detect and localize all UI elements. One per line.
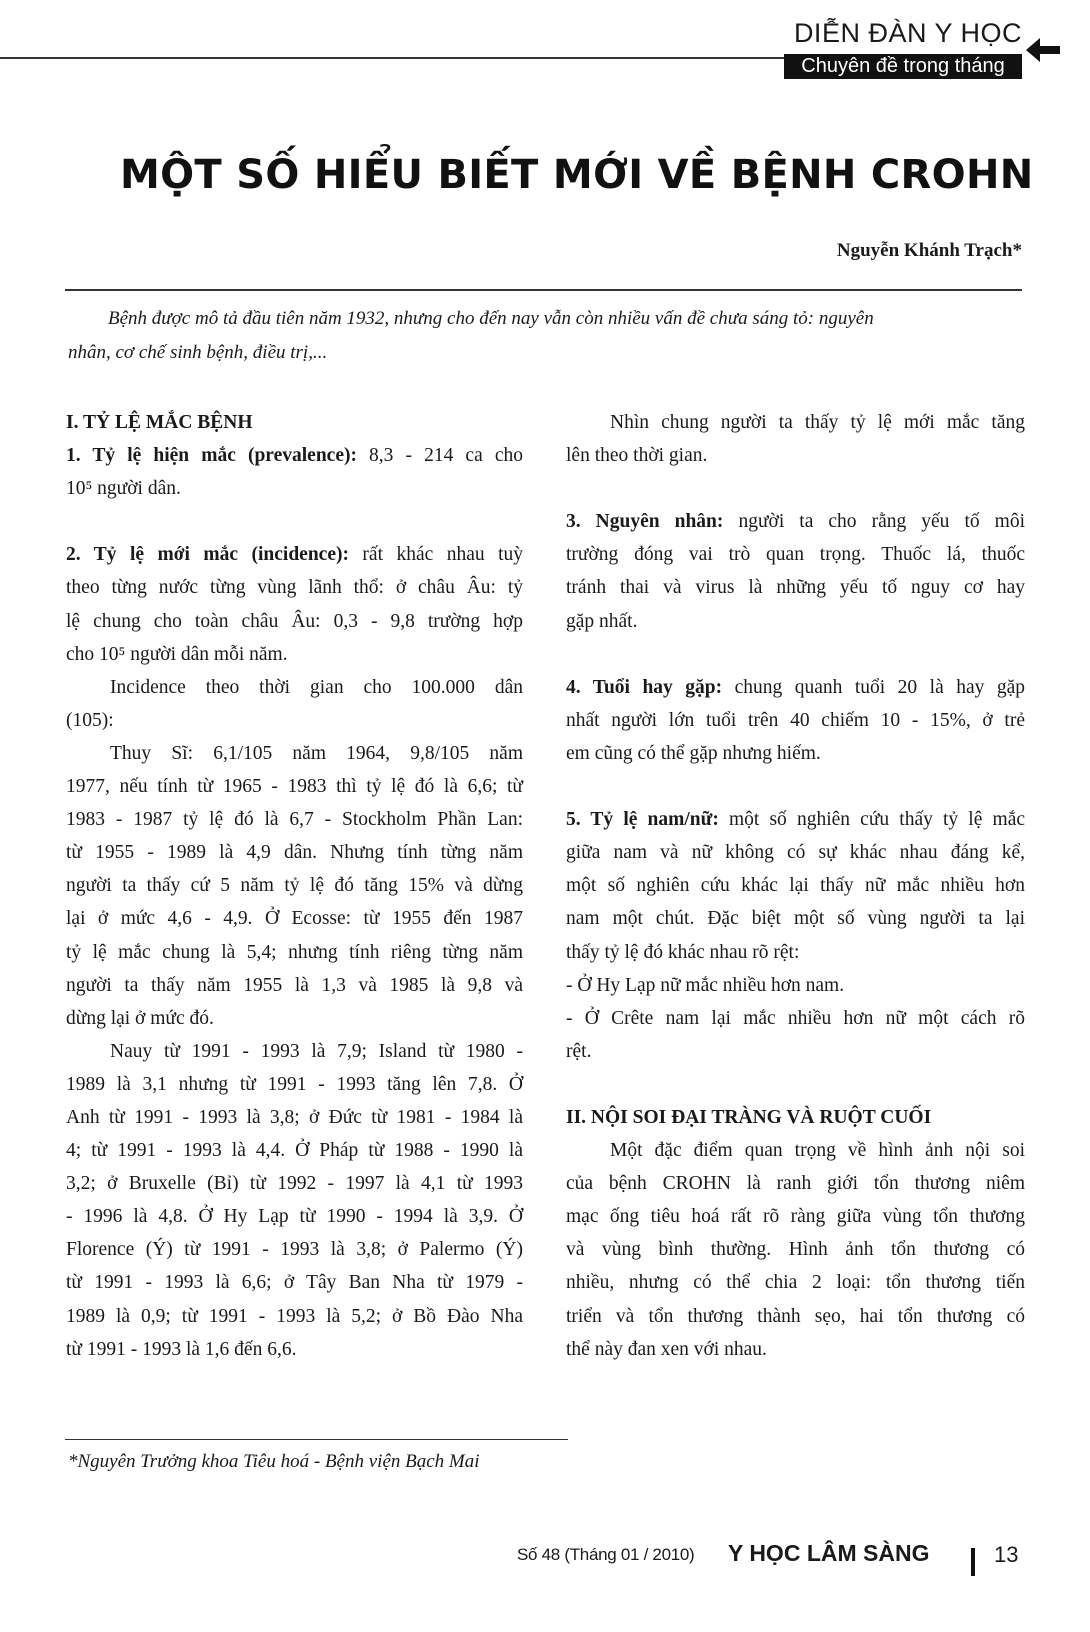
text-line (66, 538, 523, 571)
text-line (66, 770, 523, 803)
line-text: của bệnh CROHN là ranh giới tổn thương niêm (566, 1173, 1025, 1195)
abstract-line: Bệnh được mô tả đầu tiên năm 1932, nhưng cho đến nay vẫn còn nhiều vấn đề chưa sáng tỏ: nguyên (108, 308, 874, 329)
line-text: Florence (Ý) từ 1991 - 1993 là 3,8; ở Palermo (Ý) (66, 1239, 523, 1261)
issue-info: Số 48 (Tháng 01 / 2010) (517, 1545, 695, 1564)
line-text: dừng lại ở mức đó. (66, 1007, 214, 1029)
subheading: 2. Tỷ lệ mới mắc (incidence): (66, 544, 349, 566)
text-line (66, 803, 523, 836)
text-line (66, 869, 523, 902)
line-text: người ta thấy cứ 5 năm tỷ lệ đó tăng 15% và dừng (66, 875, 523, 897)
text-line (566, 1233, 1025, 1266)
section-heading (566, 1101, 1025, 1134)
line-text: 1983 - 1987 tỷ lệ đó là 6,7 - Stockholm Phần Lan: (66, 809, 523, 831)
line-text: 3,2; ở Bruxelle (Bỉ) từ 1992 - 1997 là 4,1 từ 1993 (66, 1173, 523, 1195)
text-line (66, 1200, 523, 1233)
line-text: người ta cho rằng yếu tố môi (723, 511, 1025, 533)
line-text: 8,3 - 214 ca cho (356, 445, 523, 467)
section-title: DIỄN ĐÀN Y HỌC (793, 18, 1022, 48)
text-line (566, 836, 1025, 869)
line-text: Một đặc điểm quan trọng về hình ảnh nội soi (610, 1140, 1025, 1162)
line-text: Nhìn chung người ta thấy tỷ lệ mới mắc tăng (610, 412, 1025, 433)
text-line (566, 869, 1025, 902)
line-text: 4; từ 1991 - 1993 là 4,4. Ở Pháp từ 1988 - 1990 là (66, 1140, 523, 1162)
footer-divider (971, 1548, 975, 1576)
line-text: một số nghiên cứu thấy tỷ lệ mắc (718, 809, 1026, 831)
text-line (566, 1035, 1025, 1068)
blank-line (566, 1068, 1025, 1101)
subheading: 1. Tỷ lệ hiện mắc (prevalence): (66, 445, 357, 467)
line-text: và vùng bình thường. Hình ảnh tổn thương có (566, 1239, 1025, 1261)
text-line (566, 803, 1025, 836)
line-text: I. TỶ LỆ MẮC BỆNH (66, 412, 253, 433)
text-line (566, 969, 1025, 1002)
line-text: rất khác nhau tuỳ (348, 544, 523, 566)
text-line (66, 1233, 523, 1266)
text-line (66, 1134, 523, 1167)
line-text: trường đóng vai trò quan trọng. Thuốc lá, thuốc (566, 544, 1025, 566)
line-text: tỷ lệ mắc chung là 5,4; nhưng tính riêng từng năm (66, 941, 523, 963)
line-text: 1977, nếu tính từ 1965 - 1983 thì tỷ lệ đó là 6,6; từ (66, 776, 523, 798)
text-line (566, 902, 1025, 935)
text-line (66, 1266, 523, 1299)
text-line (566, 1200, 1025, 1233)
line-text: thấy tỷ lệ đó khác nhau rõ rệt: (566, 941, 800, 963)
line-text: Anh từ 1991 - 1993 là 3,8; ở Đức từ 1981 - 1984 là (66, 1106, 523, 1128)
line-text: nam một chút. Đặc biệt một số vùng người ta lại (566, 908, 1025, 930)
line-text: (105): (66, 709, 114, 731)
line-text: chung quanh tuổi 20 là hay gặp (722, 676, 1026, 698)
text-line (66, 1002, 523, 1035)
line-text: 10⁵ người dân. (66, 478, 181, 500)
text-line (66, 571, 523, 604)
article-title: MỘT SỐ HIỂU BIẾT MỚI VỀ BỆNH CROHN (120, 152, 1034, 198)
line-text: Incidence theo thời gian cho 100.000 dân (110, 676, 523, 698)
line-text: 1989 là 0,9; từ 1991 - 1993 là 5,2; ở Bồ Đào Nha (66, 1305, 523, 1327)
text-line (66, 836, 523, 869)
line-text: tránh thai và virus là những yếu tố nguy cơ hay (566, 577, 1025, 599)
text-line (566, 671, 1025, 704)
footnote-rule (65, 1439, 568, 1440)
text-line (66, 737, 523, 770)
line-text: - Ở Crête nam lại mắc nhiều hơn nữ một cách rõ (566, 1007, 1025, 1029)
line-text: II. NỘI SOI ĐẠI TRÀNG VÀ RUỘT CUỐI (566, 1106, 932, 1128)
line-text: giữa nam và nữ không có sự khác nhau đáng kể, (566, 842, 1025, 864)
right-column (566, 406, 1025, 1366)
text-line (66, 1035, 523, 1068)
line-text: người ta thấy năm 1955 là 1,3 và 1985 là 9,8 và (66, 974, 523, 996)
text-line (66, 1101, 523, 1134)
text-line (66, 439, 523, 472)
blank-line (566, 472, 1025, 505)
line-text: nhất người lớn tuổi trên 40 chiếm 10 - 15%, ở trẻ (566, 709, 1025, 731)
text-line (66, 1333, 523, 1366)
subsection-label: Chuyên đề trong tháng (784, 54, 1022, 79)
subheading: 5. Tỷ lệ nam/nữ: (566, 809, 719, 831)
line-text: lệ chung cho toàn châu Âu: 0,3 - 9,8 trường hợp (66, 610, 523, 632)
text-line (566, 439, 1025, 472)
line-text: nhiều, nhưng có thể chia 2 loại: tổn thương tiến (566, 1272, 1025, 1294)
text-line (66, 704, 523, 737)
text-line (66, 1300, 523, 1333)
text-line (566, 1266, 1025, 1299)
line-text: em cũng có thể gặp nhưng hiếm. (566, 742, 821, 764)
text-line (66, 671, 523, 704)
blank-line (66, 505, 523, 538)
line-text: theo từng nước từng vùng lãnh thổ: ở châu Âu: tỷ (66, 577, 523, 599)
text-line (66, 902, 523, 935)
line-text: gặp nhất. (566, 610, 638, 632)
text-line (66, 1068, 523, 1101)
text-line (66, 1167, 523, 1200)
line-text: lại ở mức 4,6 - 4,9. Ở Ecosse: từ 1955 đến 1987 (66, 908, 523, 930)
text-line (66, 605, 523, 638)
text-line (566, 936, 1025, 969)
line-text: thể này đan xen với nhau. (566, 1338, 767, 1360)
text-line (566, 1002, 1025, 1035)
line-text: 1989 là 3,1 nhưng từ 1991 - 1993 tăng lên 7,8. Ở (66, 1073, 523, 1095)
line-text: mạc ống tiêu hoá rất rõ ràng giữa vùng tổn thương (566, 1206, 1025, 1228)
text-line (566, 1333, 1025, 1366)
line-text: cho 10⁵ người dân mỗi năm. (66, 643, 288, 665)
text-line (66, 472, 523, 505)
text-line (66, 936, 523, 969)
line-text: một số nghiên cứu khác lại thấy nữ mắc nhiều hơn (566, 875, 1025, 897)
text-line (66, 969, 523, 1002)
text-line (66, 638, 523, 671)
article-author: Nguyễn Khánh Trạch* (836, 240, 1022, 261)
line-text: - 1996 là 4,8. Ở Hy Lạp từ 1990 - 1994 là 3,9. Ở (66, 1206, 523, 1228)
line-text: triển và tổn thương thành sẹo, hai tổn thương có (566, 1305, 1025, 1327)
text-line (566, 704, 1025, 737)
arrow-left-icon (1026, 36, 1060, 64)
line-text: từ 1991 - 1993 là 6,6; ở Tây Ban Nha từ 1979 - (66, 1272, 523, 1294)
line-text: Thuy Sĩ: 6,1/105 năm 1964, 9,8/105 năm (110, 742, 523, 764)
subheading: 4. Tuổi hay gặp: (566, 676, 723, 698)
blank-line (566, 638, 1025, 671)
text-line (566, 737, 1025, 770)
text-line (566, 1134, 1025, 1167)
text-line (566, 605, 1025, 638)
text-line (566, 505, 1025, 538)
line-text: lên theo thời gian. (566, 445, 708, 467)
subheading: 3. Nguyên nhân: (566, 511, 724, 533)
line-text: - Ở Hy Lạp nữ mắc nhiều hơn nam. (566, 974, 845, 996)
text-line (566, 538, 1025, 571)
page-number: 13 (994, 1542, 1019, 1567)
text-line (566, 1167, 1025, 1200)
section-heading (66, 406, 523, 439)
line-text: Nauy từ 1991 - 1993 là 7,9; Island từ 1980 - (110, 1040, 523, 1062)
blank-line (566, 770, 1025, 803)
line-text: từ 1955 - 1989 là 4,9 dân. Nhưng tính từng năm (66, 842, 523, 864)
title-rule (65, 289, 1022, 291)
footnote: *Nguyên Trưởng khoa Tiêu hoá - Bệnh viện Bạch Mai (68, 1451, 480, 1472)
text-line (566, 571, 1025, 604)
line-text: từ 1991 - 1993 là 1,6 đến 6,6. (66, 1338, 297, 1360)
left-column (66, 406, 523, 1366)
line-text: rệt. (566, 1040, 592, 1062)
header-rule (0, 57, 790, 59)
text-line (566, 406, 1025, 439)
journal-name: Y HỌC LÂM SÀNG (728, 1540, 930, 1566)
abstract-line: nhân, cơ chế sinh bệnh, điều trị,... (68, 342, 328, 363)
text-line (566, 1300, 1025, 1333)
